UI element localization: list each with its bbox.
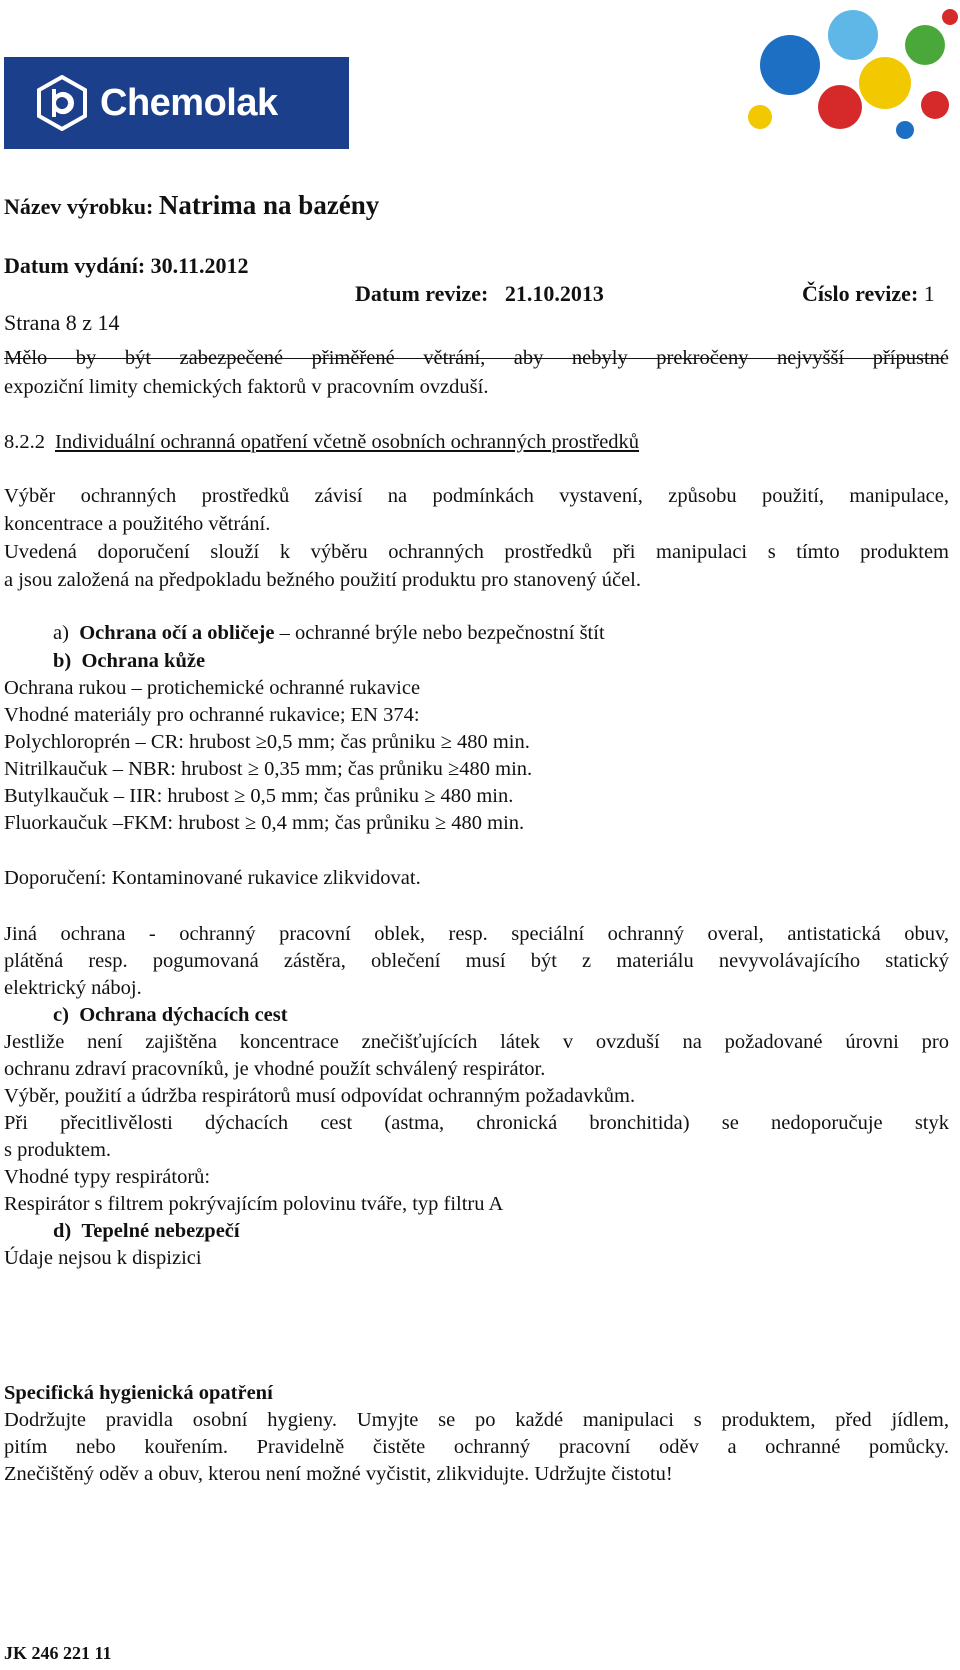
selection-line-1: Výběr ochranných prostředků závisí na podmínkách vystavení, způsobu použití, manipulace, — [4, 485, 949, 507]
skin-line-6: Fluorkaučuk –FKM: hrubost ≥ 0,4 mm; čas průniku ≥ 480 min. — [4, 812, 525, 834]
glove-recommendation: Doporučení: Kontaminované rukavice zlikvidovat. — [4, 867, 421, 889]
thermal-hazard-marker: d) — [53, 1220, 72, 1242]
hygiene-line-3: Znečištěný oděv a obuv, kterou není možné vyčistit, zlikvidujte. Udržujte čistotu! — [4, 1463, 673, 1485]
other-protection-line-3: elektrický náboj. — [4, 977, 142, 999]
product-label: Název výrobku: — [4, 194, 154, 219]
product-name-line — [4, 192, 379, 220]
revision-date — [355, 280, 604, 307]
skin-protection-heading — [53, 648, 205, 675]
chemolak-logo-icon — [34, 75, 90, 131]
other-protection-line-2: plátěná resp. pogumovaná zástěra, oblečení musí být z materiálu nevyvolávajícího statický — [4, 950, 949, 972]
respiratory-line-5: s produktem. — [4, 1139, 112, 1161]
respiratory-line-4: Při přecitlivělosti dýchacích cest (astma, chronická bronchitida) se nedoporučuje styk — [4, 1112, 949, 1134]
skin-line-4: Nitrilkaučuk – NBR: hrubost ≥ 0,35 mm; čas průniku ≥480 min. — [4, 758, 533, 780]
revision-number-label: Číslo revize: — [802, 281, 919, 306]
respiratory-line-1: Jestliže není zajištěna koncentrace znečišťujících látek v ovzduší na požadované úrovni pro — [4, 1031, 949, 1053]
company-logo — [4, 57, 349, 149]
revision-number — [802, 280, 935, 307]
page-number: Strana 8 z 14 — [4, 310, 120, 335]
respiratory-protection-marker: c) — [53, 1004, 69, 1026]
respiratory-line-6: Vhodné typy respirátorů: — [4, 1166, 211, 1188]
thermal-hazard-heading — [53, 1218, 240, 1245]
logo-wordmark: Chemolak — [100, 81, 278, 124]
selection-line-2: koncentrace a použitého větrání. — [4, 513, 271, 535]
decorative-dots-graphic — [735, 5, 960, 140]
selection-line-3: Uvedená doporučení slouží k výběru ochranných prostředků při manipulaci s tímto produktem — [4, 541, 949, 563]
eye-protection-text: – ochranné brýle nebo bezpečnostní štít — [274, 622, 605, 644]
section-heading — [4, 429, 949, 456]
hygiene-line-1: Dodržujte pravidla osobní hygieny. Umyjte se po každé manipulaci s produktem, před jídlem, — [4, 1409, 949, 1431]
eye-protection-marker: a) — [53, 622, 69, 644]
hygiene-heading: Specifická hygienická opatření — [4, 1382, 273, 1404]
skin-line-5: Butylkaučuk – IIR: hrubost ≥ 0,5 mm; čas průniku ≥ 480 min. — [4, 785, 514, 807]
section-title: Individuální ochranná opatření včetně osobních ochranných prostředků — [55, 431, 640, 453]
skin-protection-marker: b) — [53, 650, 72, 672]
other-protection-line-1: Jiná ochrana - ochranný pracovní oblek, resp. speciální ochranný overal, antistatická obuv, — [4, 923, 949, 945]
skin-line-3: Polychloroprén – CR: hrubost ≥0,5 mm; čas průniku ≥ 480 min. — [4, 731, 530, 753]
skin-protection-title: Ochrana kůže — [81, 650, 206, 672]
section-number: 8.2.2 — [4, 431, 45, 453]
thermal-hazard-title: Tepelné nebezpečí — [81, 1220, 240, 1242]
footer-document-code: JK 246 221 11 — [4, 1643, 112, 1663]
respiratory-line-3: Výběr, použití a údržba respirátorů musí odpovídat ochranným požadavkům. — [4, 1085, 636, 1107]
issue-date: Datum vydání: 30.11.2012 — [4, 253, 249, 278]
thermal-hazard-text: Údaje nejsou k dispizici — [4, 1247, 202, 1269]
revision-date-label: Datum revize: — [355, 281, 489, 306]
revision-date-value: 21.10.2013 — [504, 281, 604, 306]
hygiene-line-2: pitím nebo kouřením. Pravidelně čistěte ochranný pracovní oděv a ochranné pomůcky. — [4, 1436, 949, 1458]
intro-line-2: expoziční limity chemických faktorů v pracovním ovzduší. — [4, 376, 489, 398]
respiratory-line-2: ochranu zdraví pracovníků, je vhodné použít schválený respirátor. — [4, 1058, 546, 1080]
respiratory-protection-title: Ochrana dýchacích cest — [79, 1004, 288, 1026]
eye-protection-title: Ochrana očí a obličeje — [79, 622, 275, 644]
respiratory-protection-heading — [53, 1002, 288, 1029]
revision-number-value: 1 — [923, 281, 935, 306]
respiratory-line-7: Respirátor s filtrem pokrývajícím polovinu tváře, typ filtru A — [4, 1193, 504, 1215]
product-name: Natrima na bazény — [158, 190, 380, 220]
skin-line-2: Vhodné materiály pro ochranné rukavice; EN 374: — [4, 704, 420, 726]
intro-line-1: Mělo by být zabezpečené přiměřené větrání, aby nebyly prekročeny nejvyšší přípustné — [4, 347, 949, 369]
skin-line-1: Ochrana rukou – protichemické ochranné rukavice — [4, 677, 421, 699]
selection-line-4: a jsou založená na předpokladu bežného použití produktu pro stanovený účel. — [4, 569, 642, 591]
eye-protection — [53, 620, 605, 647]
